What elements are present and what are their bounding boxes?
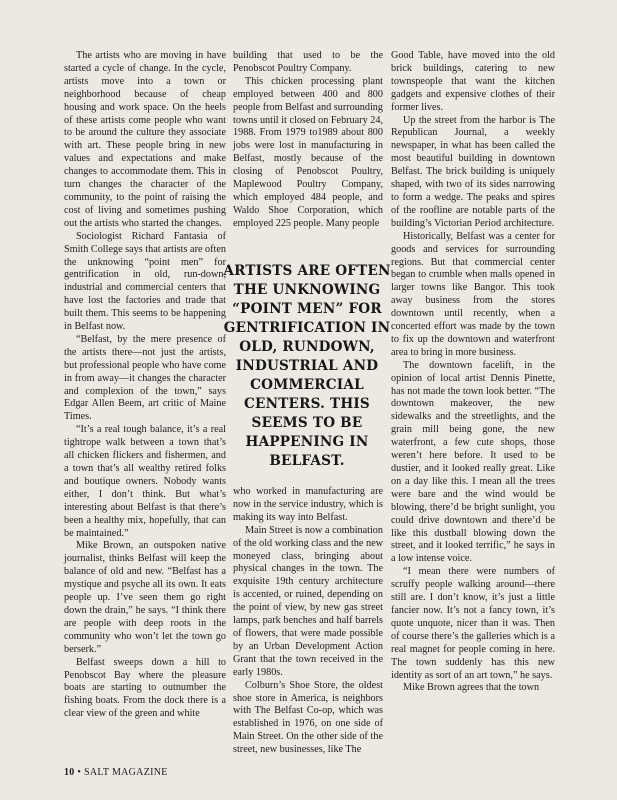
article-paragraph: “Belfast, by the mere presence of the artists there—not just the artists, but professional people who have come in from away—it changes the character and complexion of the town,” says Edgar Allen Beem, art critic of Maine Times. [64, 333, 226, 423]
footer-bullet: • [77, 767, 82, 778]
article-paragraph: “It’s a real tough balance, it’s a real tightrope walk between a town that’s all chicken flickers and fishermen, and a town that’s all wealthy retired folks and boutique owners. Nobody wants either, I don’t think. But what’s interesting about Belfast is that there’s been a healthy mix, hopefully, that can be maintained.” [64, 424, 226, 539]
page-footer [64, 767, 168, 778]
article-column-2-top [233, 50, 383, 231]
publication-name: SALT MAGAZINE [84, 767, 168, 778]
article-paragraph: Mike Brown agrees that the town [403, 682, 540, 694]
article-paragraph: building that used to be the Penobscot Poultry Company. [233, 50, 383, 74]
article-paragraph: Mike Brown, an outspoken native journalist, thinks Belfast will keep the balance of old and new. “Belfast has a mystique and psyche all its own. It eats people up. I’ve seen them go right down the drain,” he says. “I think there are people with deep roots in the community who won’t let the town go berserk.” [64, 540, 226, 655]
article-column-3 [391, 50, 555, 695]
article-paragraph: The artists who are moving in have started a cycle of change. In the cycle, artists move into a town or neighborhood because of cheap housing and work space. On the heels of these artists come people who want to be around the culture they associate with art. These people bring in new values and expectations and make changes to accommodate them. This in turn changes the character of the community, to the point of raising the cost of living and sometimes pushing out the artists who started the changes. [64, 50, 226, 229]
article-paragraph: Belfast sweeps down a hill to Penobscot Bay where the pleasure boats are starting to outnumber the fishing boats. From the dock there is a clear view of the green and white [64, 656, 226, 720]
article-column-2-bottom [233, 486, 383, 757]
article-paragraph: Sociologist Richard Fantasia of Smith College says that artists are often the unknowing “point men” for gentrification in old, run-down, industrial and commercial centers that have lost the factories and trade that built them. This seems to be happening in Belfast now. [64, 230, 226, 333]
article-paragraph: Up the street from the harbor is The Republican Journal, a weekly newspaper, in what has been called the most beautiful building in downtown Belfast. The brick building is uniquely shaped, with two of its sides narrowing to form a wedge. The peaks and spires of the roofline are notable parts of the building’s Victorian Period architecture. [391, 114, 555, 229]
article-paragraph: This chicken processing plant employed between 400 and 800 people from Belfast and surrounding towns until it closed on February 24, 1988. From 1979 to1989 about 800 jobs were lost in manufacturing in Belfast, mostly because of the closing of Penobscot Poultry, Maplewood Poultry Company, which employed 484 people, and Waldo Shoe Corporation, which employed 225 people. Many people [233, 75, 383, 229]
article-paragraph: Good Table, have moved into the old brick buildings, catering to new townspeople that want the kitchen gadgets and expensive clothes of their former lives. [391, 50, 555, 113]
article-paragraph: The downtown facelift, in the opinion of local artist Dennis Pinette, has not made the town look better. “The downtown makeover, the new sidewalks and the streetlights, and the grain mill being gone, the new waterfront, a few cute shops, those weren’t here before. It used to be dustier, and it looked really great. Like on a day like this. I mean all the trees were bare and the wind would be blowing, there’d be bright sunlight, you could drive downtown and there’d be like this dustball blowing down the street, and it looked terrific,” he says in a low intense voice. [391, 359, 555, 565]
article-paragraph: who worked in manufacturing are now in the service industry, which is making its way into Belfast. [233, 486, 383, 523]
article-paragraph: “I mean there were numbers of scruffy people walking around—there still are. I don’t know, it’s just a little fancier now. It’s not a fancy town, it’s quote unquote, nicer than it was. Then of course there’s the galleries which is a real magnet for people coming in here. The town suddenly has this new identity as sort of an art town,” he says. [391, 566, 555, 681]
page-number: 10 [64, 767, 75, 778]
article-paragraph: Historically, Belfast was a center for goods and services for surrounding regions. But that commercial center began to crumble when malls opened in larger towns like Bangor. This took away business from the stores downtown until recently, when a concerted effort was made by the town to fix up the downtown and waterfront area to bring in more business. [391, 230, 555, 358]
article-column-1 [64, 50, 226, 721]
article-paragraph: Colburn’s Shoe Store, the oldest shoe store in America, is neighbors with The Belfast Co-op, which was established in 1976, on one side of Main Street. On the other side of the street, new businesses, like The [233, 679, 383, 756]
article-paragraph: Main Street is now a combination of the old working class and the new moneyed class, bringing about physical changes in the town. The exquisite 19th century architecture is accented, or ruined, depending on the point of view, by new gas street lamps, park benches and half barrels of flowers, that were made possible by an Urban Development Action Grant that the town received in the early 1980s. [233, 524, 383, 678]
pull-quote: ARTISTS ARE OFTEN THE UNKNOWING “POINT MEN” FOR GENTRIFICATION IN OLD, RUNDOWN, INDUSTRIAL AND COMMERCIAL CENTERS. THIS SEEMS TO BE HAPPENING IN BELFAST. [223, 263, 391, 469]
